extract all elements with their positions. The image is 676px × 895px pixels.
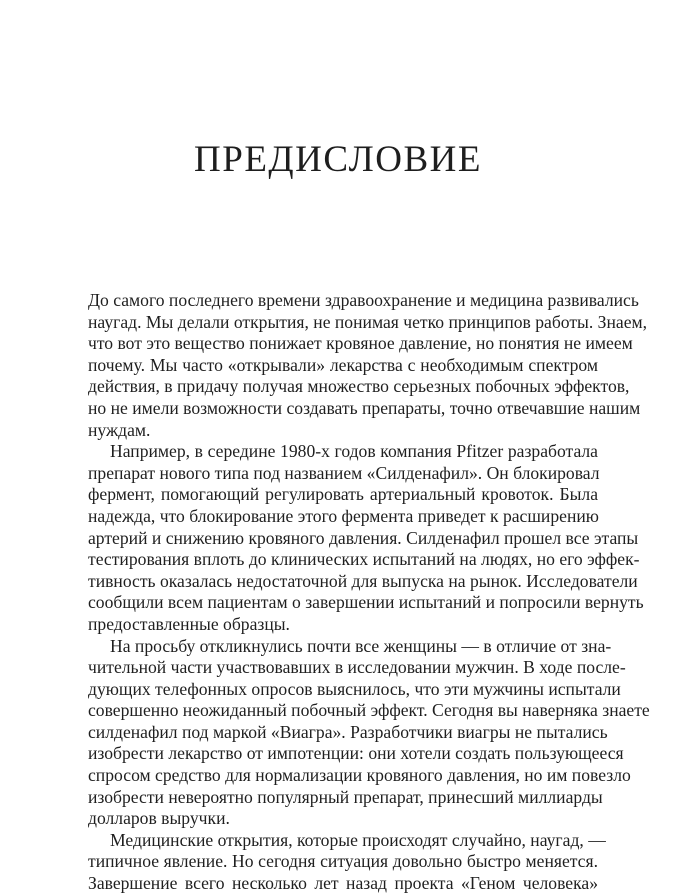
text-line: На просьбу откликнулись почти все женщины — в отличие от зна-	[110, 635, 612, 656]
text-line: долларов выручки.	[88, 808, 230, 829]
text-line: предоставленные образцы.	[88, 613, 290, 634]
chapter-title: ПРЕДИСЛОВИЕ	[194, 139, 482, 180]
text-line: Медицинские открытия, которые происходят случайно, наугад, —	[110, 829, 606, 850]
body-text	[88, 290, 650, 895]
text-line: сообщили всем пациентам о завершении испытаний и попросили вернуть	[88, 592, 644, 613]
paragraph	[88, 829, 606, 895]
text-line: фермент, помогающий регулировать артериальный кровоток. Была	[88, 484, 598, 505]
paragraph	[88, 441, 644, 635]
text-line: изобрести лекарство от импотенции: они хотели создать пользующееся	[88, 743, 624, 764]
text-line: что вот это вещество понижает кровяное давление, но понятия не имеем	[88, 333, 633, 354]
text-line: тивность оказалась недостаточной для выпуска на рынок. Исследователи	[88, 570, 638, 591]
text-line: наугад. Мы делали открытия, не понимая четко принципов работы. Знаем,	[88, 311, 648, 332]
text-line: почему. Мы часто «открывали» лекарства с необходимым спектром	[88, 354, 598, 375]
text-line: чительной части участвовавших в исследовании мужчин. В ходе после-	[88, 657, 626, 678]
text-line: изобрести невероятно популярный препарат, принесший миллиарды	[88, 786, 603, 807]
text-line: типичное явление. Но сегодня ситуация довольно быстро меняется.	[88, 851, 598, 872]
text-line: артерий и снижению кровяного давления. Силденафил прошел все этапы	[88, 527, 639, 548]
text-line: Завершение всего несколько лет назад проекта «Геном человека»	[88, 873, 598, 894]
paragraph	[88, 290, 648, 441]
text-line: препарат нового типа под названием «Силденафил». Он блокировал	[88, 462, 600, 483]
paragraph	[88, 635, 650, 830]
text-line: совершенно неожиданный побочный эффект. Сегодня вы наверняка знаете	[88, 700, 650, 721]
text-line: тестирования вплоть до клинических испытаний на людях, но его эффек-	[88, 549, 640, 570]
text-line: силденафил под маркой «Виагра». Разработчики виагры не пытались	[88, 721, 608, 742]
text-line: До самого последнего времени здравоохранение и медицина развивались	[88, 290, 639, 310]
text-line: Например, в середине 1980-х годов компания Pfitzer разработала	[110, 441, 598, 462]
text-line: дующих телефонных опросов выяснилось, что эти мужчины испытали	[88, 678, 621, 699]
text-line: нуждам.	[88, 419, 151, 440]
text-line: спросом средство для нормализации кровяного давления, но им повезло	[88, 765, 631, 786]
text-line: действия, в придачу получая множество серьезных побочных эффектов,	[88, 376, 630, 397]
text-line: но не имели возможности создавать препараты, точно отвечавшие нашим	[88, 397, 641, 418]
text-line: надежда, что блокирование этого фермента приведет к расширению	[88, 505, 599, 526]
